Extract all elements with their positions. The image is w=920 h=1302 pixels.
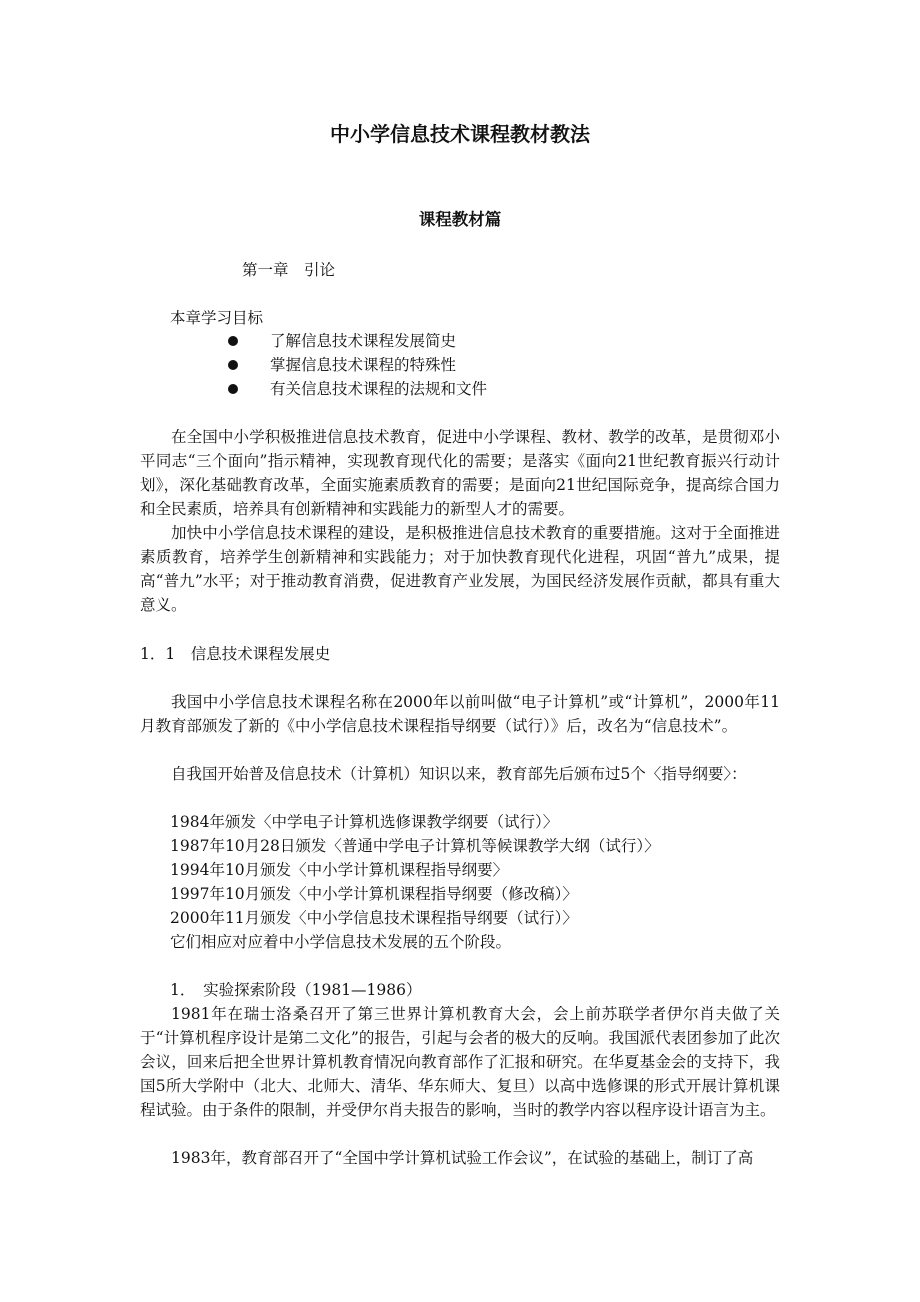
- history-paragraph: 我国中小学信息技术课程名称在2000年以前叫做“电子计算机”或“计算机”，2000年11月教育部颁发了新的《中小学信息技术课程指导纲要（试行）》后，改名为“信息技术”。: [140, 693, 780, 735]
- stage-paragraph: 1983年，教育部召开了“全国中学计算机试验工作会议”，在试验的基础上，制订了高: [171, 1149, 754, 1167]
- history-paragraph: 自我国开始普及信息技术（计算机）知识以来，教育部先后颁布过5个〈指导纲要〉：: [171, 765, 747, 783]
- document-subtitle: 课程教材篇: [418, 210, 502, 229]
- guideline-item: 2000年11月颁发〈中小学信息技术课程指导纲要（试行）〉: [170, 909, 578, 927]
- bullet-icon: [228, 360, 238, 370]
- section-heading: 1．1 信息技术课程发展史: [140, 645, 331, 663]
- objectives-label: 本章学习目标: [170, 309, 264, 327]
- guideline-item: 1997年10月颁发〈中小学计算机课程指导纲要（修改稿）〉: [170, 885, 578, 903]
- objective-item: 了解信息技术课程发展简史: [270, 332, 457, 350]
- objective-item: 掌握信息技术课程的特殊性: [270, 356, 457, 374]
- guideline-item: 1994年10月颁发〈中小学计算机课程指导纲要〉: [170, 861, 509, 879]
- document-title: 中小学信息技术课程教材教法: [330, 122, 590, 146]
- guidelines-summary: 它们相应对应着中小学信息技术发展的五个阶段。: [170, 933, 512, 951]
- guideline-item: 1984年颁发〈中学电子计算机选修课教学纲要（试行）〉: [170, 813, 559, 831]
- objective-item: 有关信息技术课程的法规和文件: [270, 380, 488, 398]
- chapter-heading: 第一章 引论: [242, 261, 336, 279]
- intro-paragraph: 加快中小学信息技术课程的建设，是积极推进信息技术教育的重要措施。这对于全面推进素质教育，培养学生创新精神和实践能力；对于加快教育现代化进程，巩固“普九”成果，提高“普九”水平；对于推动教育消费，促进教育产业发展，为国民经济发展作贡献，都具有重大意义。: [140, 524, 780, 614]
- stage-paragraph: 1981年在瑞士洛桑召开了第三世界计算机教育大会，会上前苏联学者伊尔肖夫做了关于“计算机程序设计是第二文化”的报告，引起与会者的极大的反响。我国派代表团参加了此次会议，回来后把全世界计算机教育情况向教育部作了汇报和研究。在华夏基金会的支持下，我国5所大学附中（北大、北师大、清华、华东师大、复旦）以高中选修课的形式开展计算机课程试验。由于条件的限制，并受伊尔肖夫报告的影响，当时的教学内容以程序设计语言为主。: [140, 1005, 780, 1119]
- intro-paragraph: 在全国中小学积极推进信息技术教育，促进中小学课程、教材、教学的改革，是贯彻邓小平同志“三个面向”指示精神，实现教育现代化的需要；是落实《面向21世纪教育振兴行动计划》，深化基础教育改革，全面实施素质教育的需要；是面向21世纪国际竞争，提高综合国力和全民素质，培养具有创新精神和实践能力的新型人才的需要。: [140, 428, 780, 518]
- bullet-icon: [228, 336, 238, 346]
- stage-heading: 1． 实验探索阶段（1981—1986）: [170, 981, 422, 999]
- guideline-item: 1987年10月28日颁发〈普通中学电子计算机等候课教学大纲（试行）〉: [170, 837, 660, 855]
- bullet-icon: [228, 384, 238, 394]
